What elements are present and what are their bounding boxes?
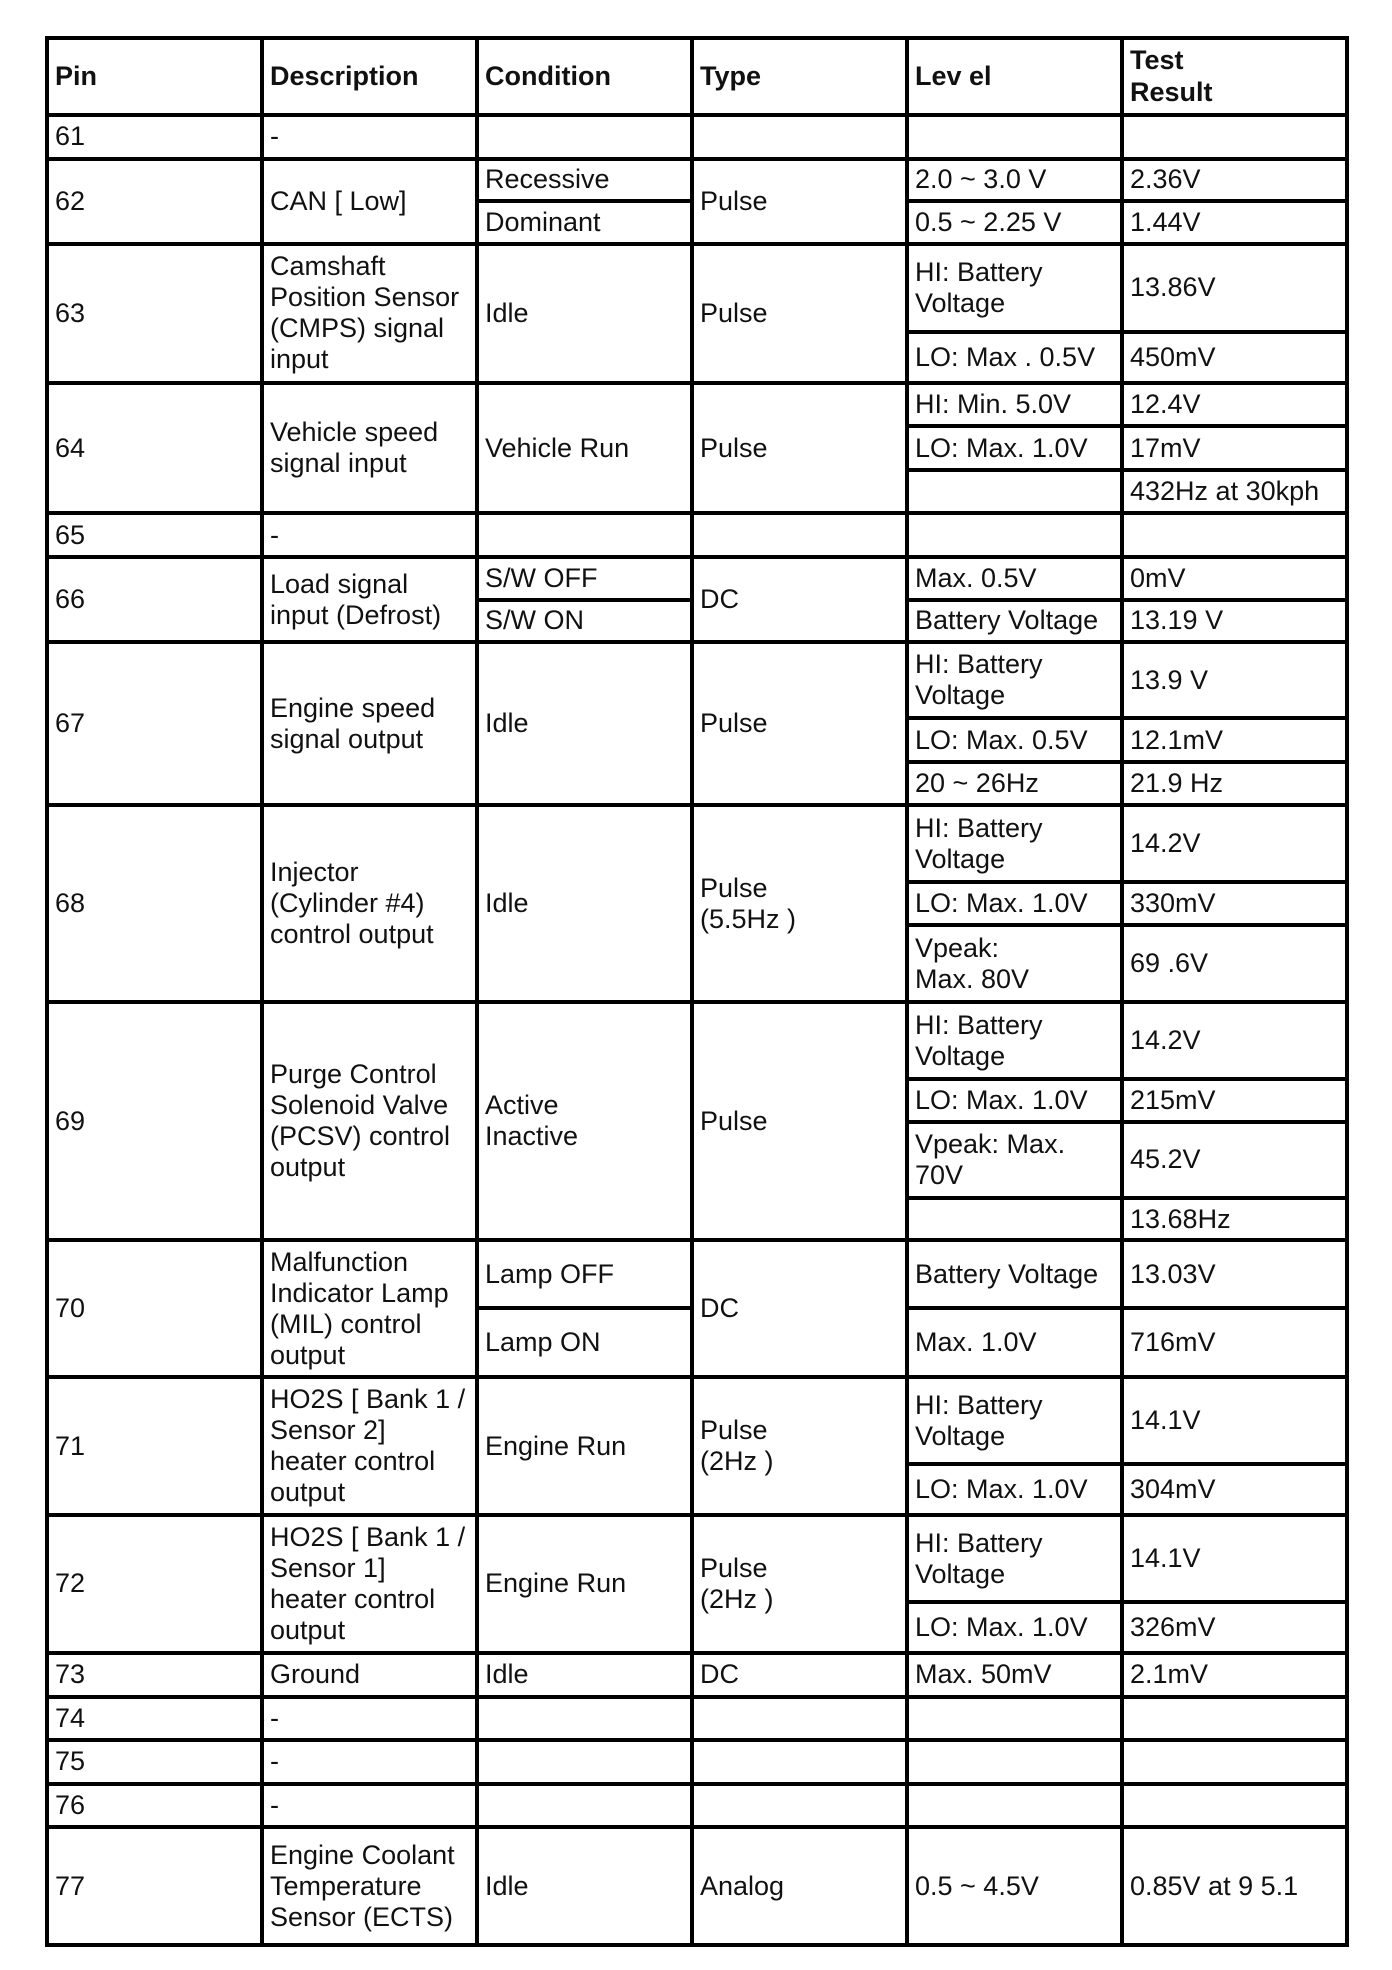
pin-cell: 70 xyxy=(47,1240,262,1377)
type-cell xyxy=(692,1740,907,1784)
condition-cell: Lamp OFF xyxy=(477,1240,692,1308)
condition-cell: Idle xyxy=(477,1827,692,1945)
pin-cell: 75 xyxy=(47,1740,262,1784)
condition-cell: Idle xyxy=(477,805,692,1002)
result-cell xyxy=(1122,1697,1347,1741)
pin-cell: 67 xyxy=(47,642,262,805)
header-type: Type xyxy=(692,38,907,115)
type-cell: Pulse xyxy=(692,642,907,805)
table-row xyxy=(47,513,1347,557)
condition-cell: Dominant xyxy=(477,201,692,244)
condition-cell xyxy=(477,1784,692,1828)
result-cell xyxy=(1122,1740,1347,1784)
description-cell: Vehicle speed signal input xyxy=(262,383,477,514)
condition-cell: S/W OFF xyxy=(477,557,692,600)
condition-cell xyxy=(477,1740,692,1784)
table-row xyxy=(47,159,1347,202)
pin-cell: 69 xyxy=(47,1002,262,1240)
result-cell: 330mV xyxy=(1122,882,1347,925)
level-cell: LO: Max . 0.5V xyxy=(907,332,1122,383)
level-cell: LO: Max. 1.0V xyxy=(907,426,1122,470)
level-cell: Max. 1.0V xyxy=(907,1308,1122,1377)
level-cell xyxy=(907,1740,1122,1784)
description-cell: Ground xyxy=(262,1653,477,1697)
result-cell: 45.2V xyxy=(1122,1122,1347,1198)
level-cell: Battery Voltage xyxy=(907,1240,1122,1308)
table-row xyxy=(47,557,1347,600)
condition-cell xyxy=(477,513,692,557)
level-cell: LO: Max. 0.5V xyxy=(907,718,1122,762)
type-cell: Pulse (5.5Hz ) xyxy=(692,805,907,1002)
result-cell: 14.1V xyxy=(1122,1515,1347,1602)
pin-cell: 65 xyxy=(47,513,262,557)
level-cell: HI: Battery Voltage xyxy=(907,244,1122,332)
pin-cell: 66 xyxy=(47,557,262,642)
result-cell: 304mV xyxy=(1122,1464,1347,1515)
header-condition: Condition xyxy=(477,38,692,115)
pin-cell: 71 xyxy=(47,1377,262,1515)
description-cell: Malfunction Indicator Lamp (MIL) control output xyxy=(262,1240,477,1377)
result-cell: 13.86V xyxy=(1122,244,1347,332)
type-cell: Pulse (2Hz ) xyxy=(692,1377,907,1515)
level-cell: Vpeak: Max. 80V xyxy=(907,925,1122,1002)
table-row xyxy=(47,805,1347,882)
result-cell: 13.68Hz xyxy=(1122,1198,1347,1241)
result-cell: 0mV xyxy=(1122,557,1347,600)
condition-cell: Vehicle Run xyxy=(477,383,692,514)
description-cell: - xyxy=(262,513,477,557)
type-cell: DC xyxy=(692,1240,907,1377)
result-cell: 326mV xyxy=(1122,1602,1347,1653)
header-test-result: Test Result xyxy=(1122,38,1347,115)
level-cell xyxy=(907,1784,1122,1828)
table-row xyxy=(47,1377,1347,1464)
pin-cell: 77 xyxy=(47,1827,262,1945)
type-cell xyxy=(692,1784,907,1828)
description-cell: Engine speed signal output xyxy=(262,642,477,805)
condition-cell: Lamp ON xyxy=(477,1308,692,1377)
result-cell: 716mV xyxy=(1122,1308,1347,1377)
level-cell: LO: Max. 1.0V xyxy=(907,1602,1122,1653)
result-cell xyxy=(1122,115,1347,159)
pin-cell: 62 xyxy=(47,159,262,244)
description-cell: - xyxy=(262,1740,477,1784)
result-cell: 21.9 Hz xyxy=(1122,762,1347,806)
description-cell: - xyxy=(262,1697,477,1741)
level-cell: 0.5 ~ 4.5V xyxy=(907,1827,1122,1945)
level-cell: Max. 50mV xyxy=(907,1653,1122,1697)
description-cell: HO2S [ Bank 1 / Sensor 2] heater control output xyxy=(262,1377,477,1515)
description-cell: Engine Coolant Temperature Sensor (ECTS) xyxy=(262,1827,477,1945)
result-cell: 2.36V xyxy=(1122,159,1347,202)
condition-cell: Engine Run xyxy=(477,1377,692,1515)
table-row xyxy=(47,1240,1347,1308)
type-cell: Pulse xyxy=(692,159,907,244)
level-cell xyxy=(907,470,1122,514)
level-cell: Vpeak: Max. 70V xyxy=(907,1122,1122,1198)
pin-cell: 76 xyxy=(47,1784,262,1828)
type-cell: DC xyxy=(692,1653,907,1697)
level-cell: LO: Max. 1.0V xyxy=(907,1464,1122,1515)
pin-test-table xyxy=(45,36,1349,1947)
result-cell: 13.9 V xyxy=(1122,642,1347,718)
level-cell xyxy=(907,115,1122,159)
type-cell: DC xyxy=(692,557,907,642)
result-cell: 17mV xyxy=(1122,426,1347,470)
level-cell: HI: Battery Voltage xyxy=(907,805,1122,882)
pin-cell: 72 xyxy=(47,1515,262,1653)
table-row xyxy=(47,1653,1347,1697)
description-cell: Injector (Cylinder #4) control output xyxy=(262,805,477,1002)
table-row xyxy=(47,642,1347,718)
table-row xyxy=(47,1515,1347,1602)
level-cell: 2.0 ~ 3.0 V xyxy=(907,159,1122,202)
level-cell: HI: Min. 5.0V xyxy=(907,383,1122,427)
type-cell: Pulse (2Hz ) xyxy=(692,1515,907,1653)
level-cell: HI: Battery Voltage xyxy=(907,1002,1122,1079)
result-cell: 2.1mV xyxy=(1122,1653,1347,1697)
result-cell: 14.2V xyxy=(1122,805,1347,882)
level-cell: LO: Max. 1.0V xyxy=(907,1079,1122,1122)
result-cell: 0.85V at 9 5.1 xyxy=(1122,1827,1347,1945)
table-row xyxy=(47,244,1347,332)
pin-cell: 63 xyxy=(47,244,262,383)
table-row xyxy=(47,1740,1347,1784)
result-cell: 13.03V xyxy=(1122,1240,1347,1308)
condition-cell xyxy=(477,1697,692,1741)
header-level: Lev el xyxy=(907,38,1122,115)
result-cell: 14.1V xyxy=(1122,1377,1347,1464)
level-cell xyxy=(907,1697,1122,1741)
type-cell: Pulse xyxy=(692,244,907,383)
type-cell xyxy=(692,513,907,557)
result-cell: 69 .6V xyxy=(1122,925,1347,1002)
type-cell xyxy=(692,1697,907,1741)
type-cell: Pulse xyxy=(692,383,907,514)
condition-cell: Idle xyxy=(477,642,692,805)
table-row xyxy=(47,115,1347,159)
level-cell: LO: Max. 1.0V xyxy=(907,882,1122,925)
level-cell xyxy=(907,1198,1122,1241)
description-cell: HO2S [ Bank 1 / Sensor 1] heater control output xyxy=(262,1515,477,1653)
description-cell: CAN [ Low] xyxy=(262,159,477,244)
condition-cell: Idle xyxy=(477,1653,692,1697)
result-cell: 12.4V xyxy=(1122,383,1347,427)
pin-cell: 68 xyxy=(47,805,262,1002)
result-cell: 1.44V xyxy=(1122,201,1347,244)
description-cell: Load signal input (Defrost) xyxy=(262,557,477,642)
level-cell: Battery Voltage xyxy=(907,600,1122,643)
condition-cell xyxy=(477,115,692,159)
result-cell: 432Hz at 30kph xyxy=(1122,470,1347,514)
header-description: Description xyxy=(262,38,477,115)
pin-cell: 74 xyxy=(47,1697,262,1741)
result-cell xyxy=(1122,1784,1347,1828)
result-cell: 450mV xyxy=(1122,332,1347,383)
condition-cell: Idle xyxy=(477,244,692,383)
description-cell: - xyxy=(262,115,477,159)
level-cell: HI: Battery Voltage xyxy=(907,1515,1122,1602)
condition-cell: Recessive xyxy=(477,159,692,202)
result-cell: 14.2V xyxy=(1122,1002,1347,1079)
level-cell xyxy=(907,513,1122,557)
result-cell: 215mV xyxy=(1122,1079,1347,1122)
table-row xyxy=(47,1697,1347,1741)
type-cell: Analog xyxy=(692,1827,907,1945)
pin-cell: 64 xyxy=(47,383,262,514)
type-cell: Pulse xyxy=(692,1002,907,1240)
table-row xyxy=(47,1784,1347,1828)
header-pin: Pin xyxy=(47,38,262,115)
pin-cell: 61 xyxy=(47,115,262,159)
type-cell xyxy=(692,115,907,159)
description-cell: Purge Control Solenoid Valve (PCSV) control output xyxy=(262,1002,477,1240)
table-row xyxy=(47,1827,1347,1945)
level-cell: HI: Battery Voltage xyxy=(907,642,1122,718)
level-cell: Max. 0.5V xyxy=(907,557,1122,600)
result-cell: 12.1mV xyxy=(1122,718,1347,762)
description-cell: - xyxy=(262,1784,477,1828)
header-row xyxy=(47,38,1347,115)
description-cell: Camshaft Position Sensor (CMPS) signal input xyxy=(262,244,477,383)
level-cell: 0.5 ~ 2.25 V xyxy=(907,201,1122,244)
condition-cell: S/W ON xyxy=(477,600,692,643)
table-row xyxy=(47,383,1347,427)
table-row xyxy=(47,1002,1347,1079)
condition-cell: Engine Run xyxy=(477,1515,692,1653)
result-cell xyxy=(1122,513,1347,557)
level-cell: 20 ~ 26Hz xyxy=(907,762,1122,806)
condition-cell: Active Inactive xyxy=(477,1002,692,1240)
level-cell: HI: Battery Voltage xyxy=(907,1377,1122,1464)
result-cell: 13.19 V xyxy=(1122,600,1347,643)
pin-cell: 73 xyxy=(47,1653,262,1697)
